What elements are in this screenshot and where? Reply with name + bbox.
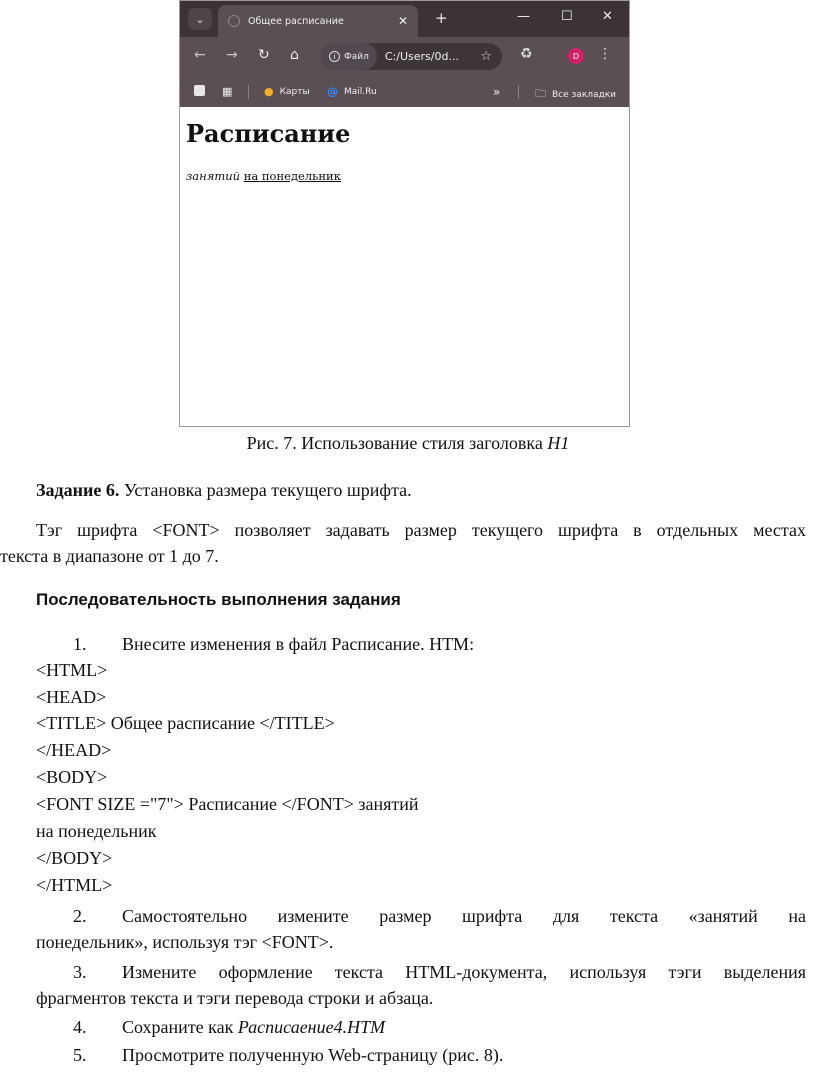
home-icon[interactable]: ⌂ bbox=[290, 47, 299, 63]
task-label: Задание 6. bbox=[36, 480, 120, 500]
new-tab-icon[interactable]: + bbox=[435, 9, 448, 27]
code-line: </HTML> bbox=[36, 875, 113, 895]
menu-kebab-icon[interactable]: ⋮ bbox=[598, 46, 612, 62]
forward-icon[interactable]: → bbox=[226, 47, 238, 63]
close-window-icon[interactable]: ✕ bbox=[602, 9, 613, 24]
tab-title: Общее расписание bbox=[248, 15, 344, 27]
chevron-down-icon[interactable]: ⌄ bbox=[188, 8, 212, 30]
paragraph-line-1: Тэг шрифта <FONT> позволяет задавать размер текущего шрифта в отдельных местах bbox=[36, 520, 806, 540]
bookmark-mailru[interactable] bbox=[327, 85, 377, 98]
extensions-icon[interactable]: ♻ bbox=[520, 46, 533, 62]
web-page-content bbox=[180, 107, 629, 426]
globe-icon bbox=[228, 15, 240, 27]
code-line: на понедельник bbox=[36, 821, 157, 841]
step-2-line-1: Самостоятельно измените размер шрифта для текста «занятий на bbox=[122, 906, 806, 926]
reload-icon[interactable]: ↻ bbox=[258, 47, 270, 63]
step-4-plain: Сохраните как bbox=[122, 1017, 238, 1037]
italic-text: занятий bbox=[186, 169, 241, 183]
more-bookmarks-icon[interactable]: » bbox=[493, 85, 501, 99]
figure-caption bbox=[0, 433, 816, 454]
step-1-number: 1. bbox=[73, 634, 87, 654]
section-heading: Последовательность выполнения задания bbox=[36, 590, 401, 609]
all-bookmarks-button[interactable] bbox=[535, 85, 616, 104]
url-text: C:/Users/0d... bbox=[384, 50, 459, 63]
page-subtext bbox=[186, 169, 341, 183]
caption-italic: H1 bbox=[547, 433, 570, 453]
bookmark-star-icon[interactable]: ☆ bbox=[480, 49, 492, 64]
bookmark-label: Mail.Ru bbox=[344, 86, 377, 97]
browser-screenshot bbox=[179, 0, 630, 427]
step-3-line-1: Измените оформление текста HTML-документа, используя тэги выделения bbox=[122, 962, 806, 982]
task-title bbox=[36, 480, 412, 501]
step-3-number: 3. bbox=[73, 962, 87, 982]
step-5-text: Просмотрите полученную Web-страницу (рис. 8). bbox=[122, 1045, 504, 1065]
mailru-icon: @ bbox=[327, 85, 338, 98]
all-bookmarks-label: Все закладки bbox=[552, 89, 617, 100]
code-line: </BODY> bbox=[36, 848, 113, 868]
info-icon: i bbox=[329, 51, 340, 62]
bookmarks-separator bbox=[248, 85, 249, 99]
browser-toolbar bbox=[180, 37, 629, 77]
bookmarks-bar bbox=[180, 77, 629, 108]
browser-titlebar bbox=[180, 1, 629, 37]
file-chip-label: Файл bbox=[344, 51, 369, 62]
code-line: <BODY> bbox=[36, 767, 108, 787]
step-2-number: 2. bbox=[73, 906, 87, 926]
bookmark-maps[interactable] bbox=[264, 85, 310, 98]
step-4-number: 4. bbox=[73, 1017, 87, 1037]
step-3-line-2: фрагментов текста и тэги перевода строки и абзаца. bbox=[36, 988, 434, 1008]
maximize-icon[interactable]: ☐ bbox=[561, 9, 573, 24]
step-1-text: Внесите изменения в файл Расписание. HTM: bbox=[122, 634, 475, 654]
underlined-text: на понедельник bbox=[243, 169, 341, 183]
step-2-line-2: понедельник», используя тэг <FONT>. bbox=[36, 932, 334, 952]
close-tab-icon[interactable]: ✕ bbox=[397, 14, 408, 28]
caption-text: Рис. 7. Использование стиля заголовка bbox=[246, 433, 548, 453]
minimize-icon[interactable]: — bbox=[517, 9, 530, 24]
step-4-text bbox=[122, 1017, 385, 1038]
code-line: <HTML> bbox=[36, 660, 108, 680]
task-text: Установка размера текущего шрифта. bbox=[119, 480, 412, 500]
site-info-chip[interactable] bbox=[321, 43, 377, 70]
browser-tab[interactable] bbox=[218, 5, 418, 37]
page-heading: Расписание bbox=[186, 119, 351, 148]
bookmark-label: Карты bbox=[279, 86, 310, 97]
back-icon[interactable]: ← bbox=[194, 47, 206, 63]
code-line: <TITLE> Общее расписание </TITLE> bbox=[36, 713, 335, 733]
maps-pin-icon: ● bbox=[264, 85, 274, 98]
code-line: </HEAD> bbox=[36, 740, 112, 760]
step-5-number: 5. bbox=[73, 1045, 87, 1065]
step-4-filename: Расписаение4.HTM bbox=[237, 1017, 386, 1037]
address-bar[interactable] bbox=[321, 43, 502, 70]
folder-icon: 🗀 bbox=[535, 87, 546, 100]
bookmarks-separator bbox=[518, 85, 519, 99]
code-line: <FONT SIZE ="7"> Расписание </FONT> занятий bbox=[36, 794, 419, 814]
profile-avatar[interactable]: D bbox=[568, 48, 584, 64]
tab-search-icon[interactable] bbox=[194, 85, 205, 96]
code-line: <HEAD> bbox=[36, 687, 107, 707]
apps-grid-icon[interactable]: ▦ bbox=[222, 85, 233, 98]
paragraph-line-2: текста в диапазоне от 1 до 7. bbox=[0, 546, 219, 566]
